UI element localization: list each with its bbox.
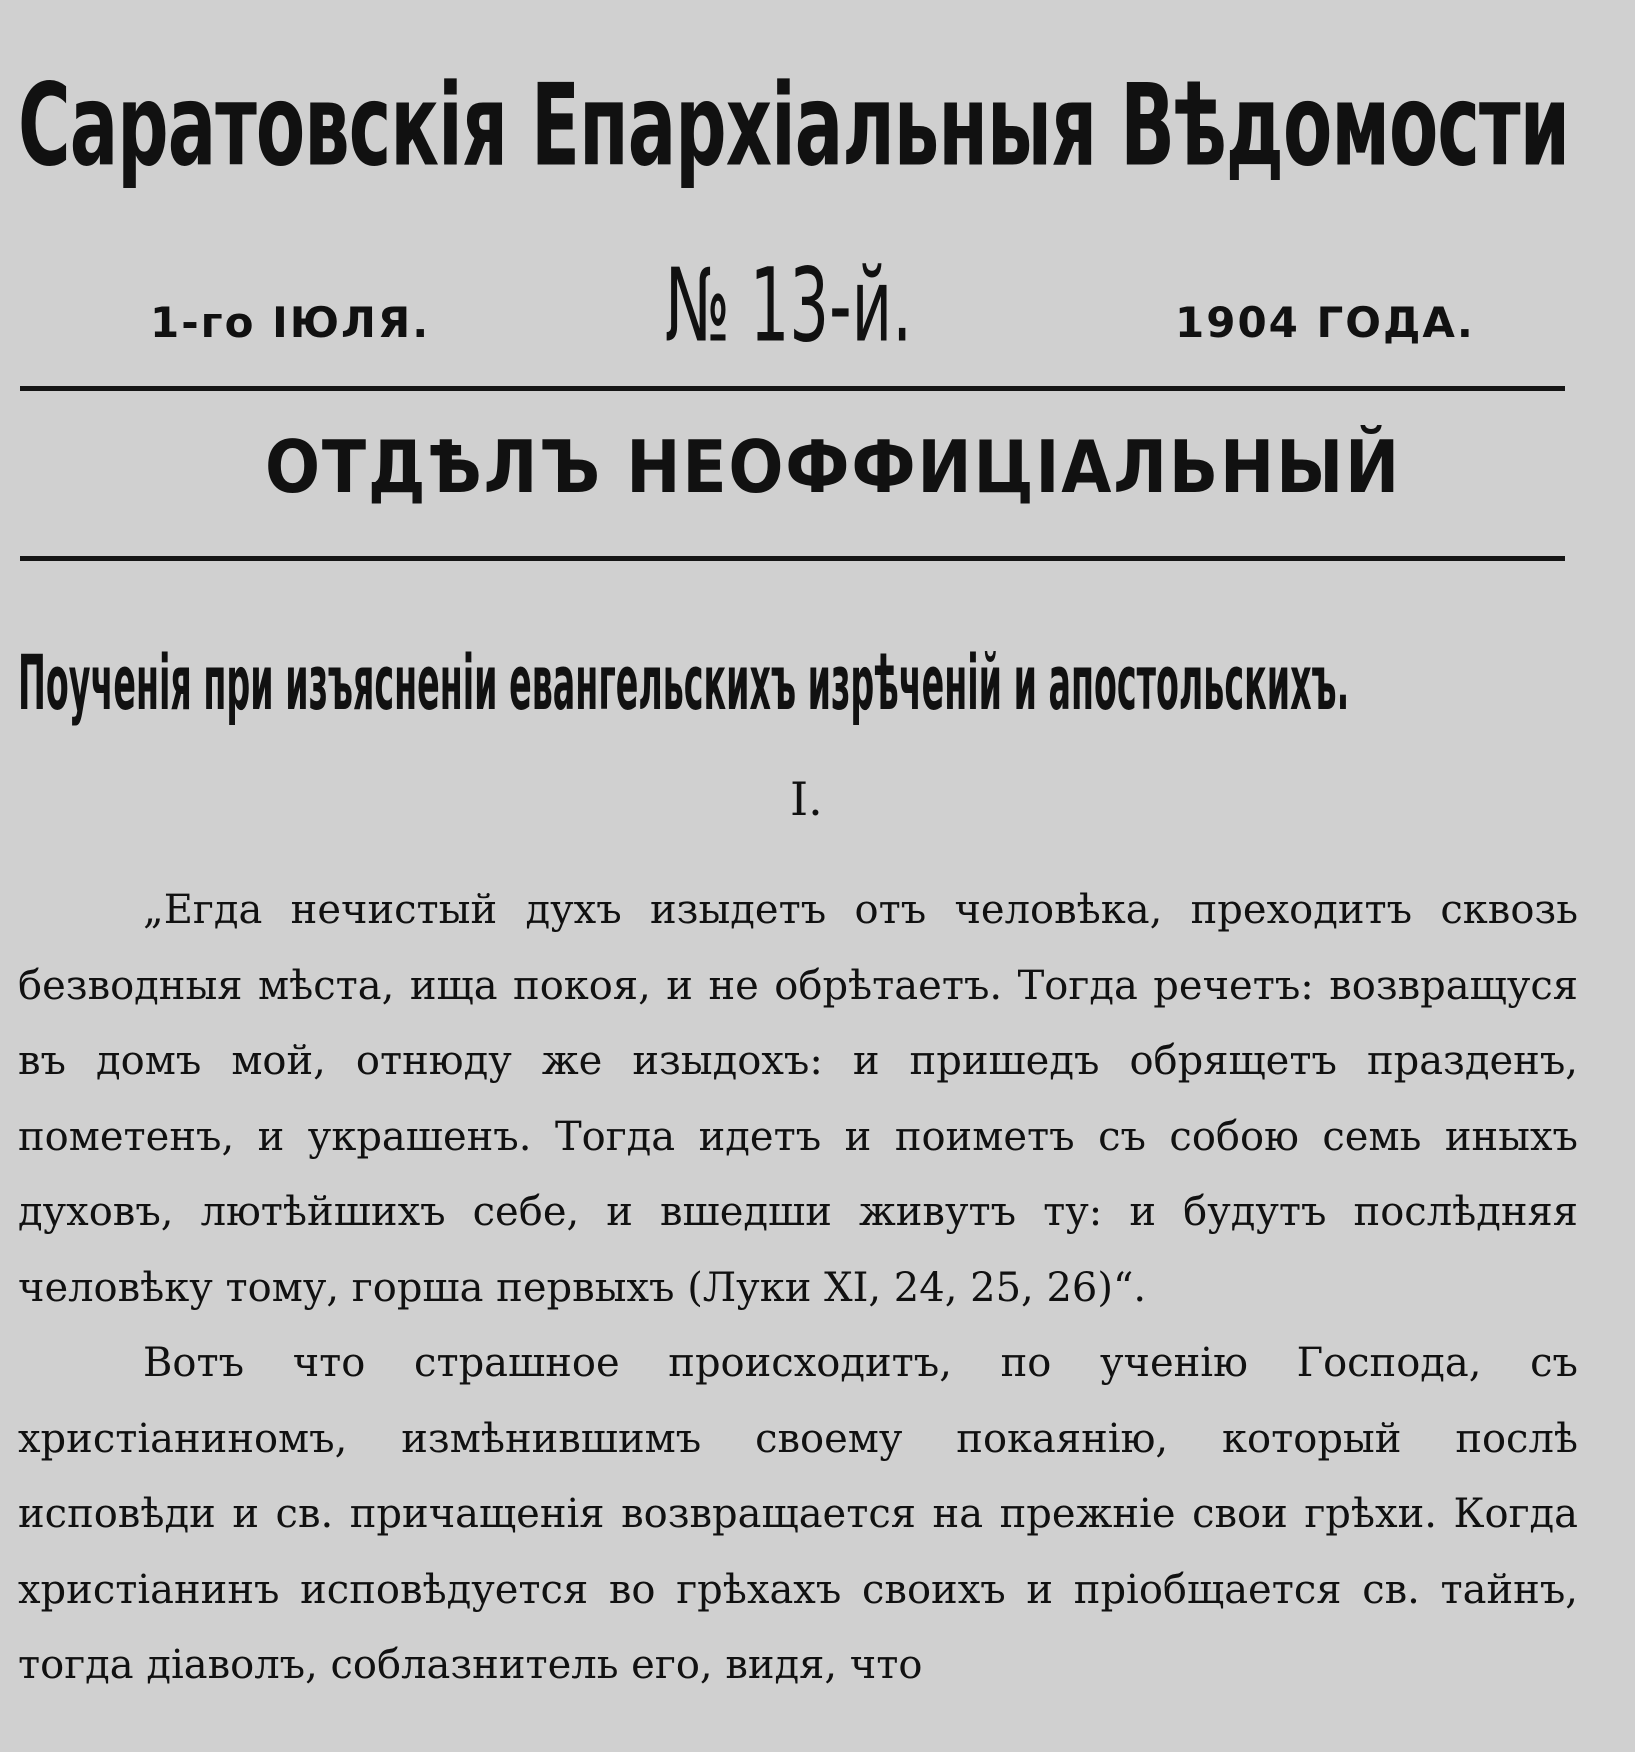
paragraph-2: Вотъ что страшное происходитъ, по ученію Господа, съ христіаниномъ, измѣнившимъ своему покаянію, который послѣ исповѣди и св. причащенія возвращается на прежніе свои грѣхи. Когда христіанинъ исповѣдуется во грѣхахъ своихъ и пріобщается св. тайнъ, тогда діаволъ, соблазнитель его, видя, что — [18, 1340, 1578, 1688]
bottom-rule — [20, 556, 1565, 561]
article-title: Поученія при изъясненіи евангельскихъ изрѣченій и апостольскихъ. — [18, 640, 1350, 728]
section-title: ОТДѢЛЪ НЕОФФИЦІАЛЬНЫЙ — [265, 425, 1402, 509]
paragraph-1: „Егда нечистый духъ изыдетъ отъ человѣка, преходитъ сквозь безводныя мѣста, ища покоя, и не обрѣтаетъ. Тогда речетъ: возвращуся въ домъ мой, отнюду же изыдохъ: и пришедъ обрящетъ празденъ, пометенъ, и украшенъ. Тогда идетъ и поиметъ съ собою семь иныхъ духовъ, лютѣйшихъ себе, и вшедши живутъ ту: и будутъ послѣдняя человѣку тому, горша первыхъ (Луки XI, 24, 25, 26)“. — [18, 887, 1578, 1311]
article-numeral: I. — [790, 772, 823, 826]
issue-number: № 13-й. — [665, 248, 913, 365]
issue-date: 1-го ІЮЛЯ. — [150, 298, 431, 347]
issue-year: 1904 ГОДА. — [1175, 298, 1475, 347]
masthead-title: Саратовскія Епархіальныя Вѣдомости — [18, 61, 1570, 192]
article-body — [18, 873, 1578, 1704]
top-rule — [20, 386, 1565, 391]
